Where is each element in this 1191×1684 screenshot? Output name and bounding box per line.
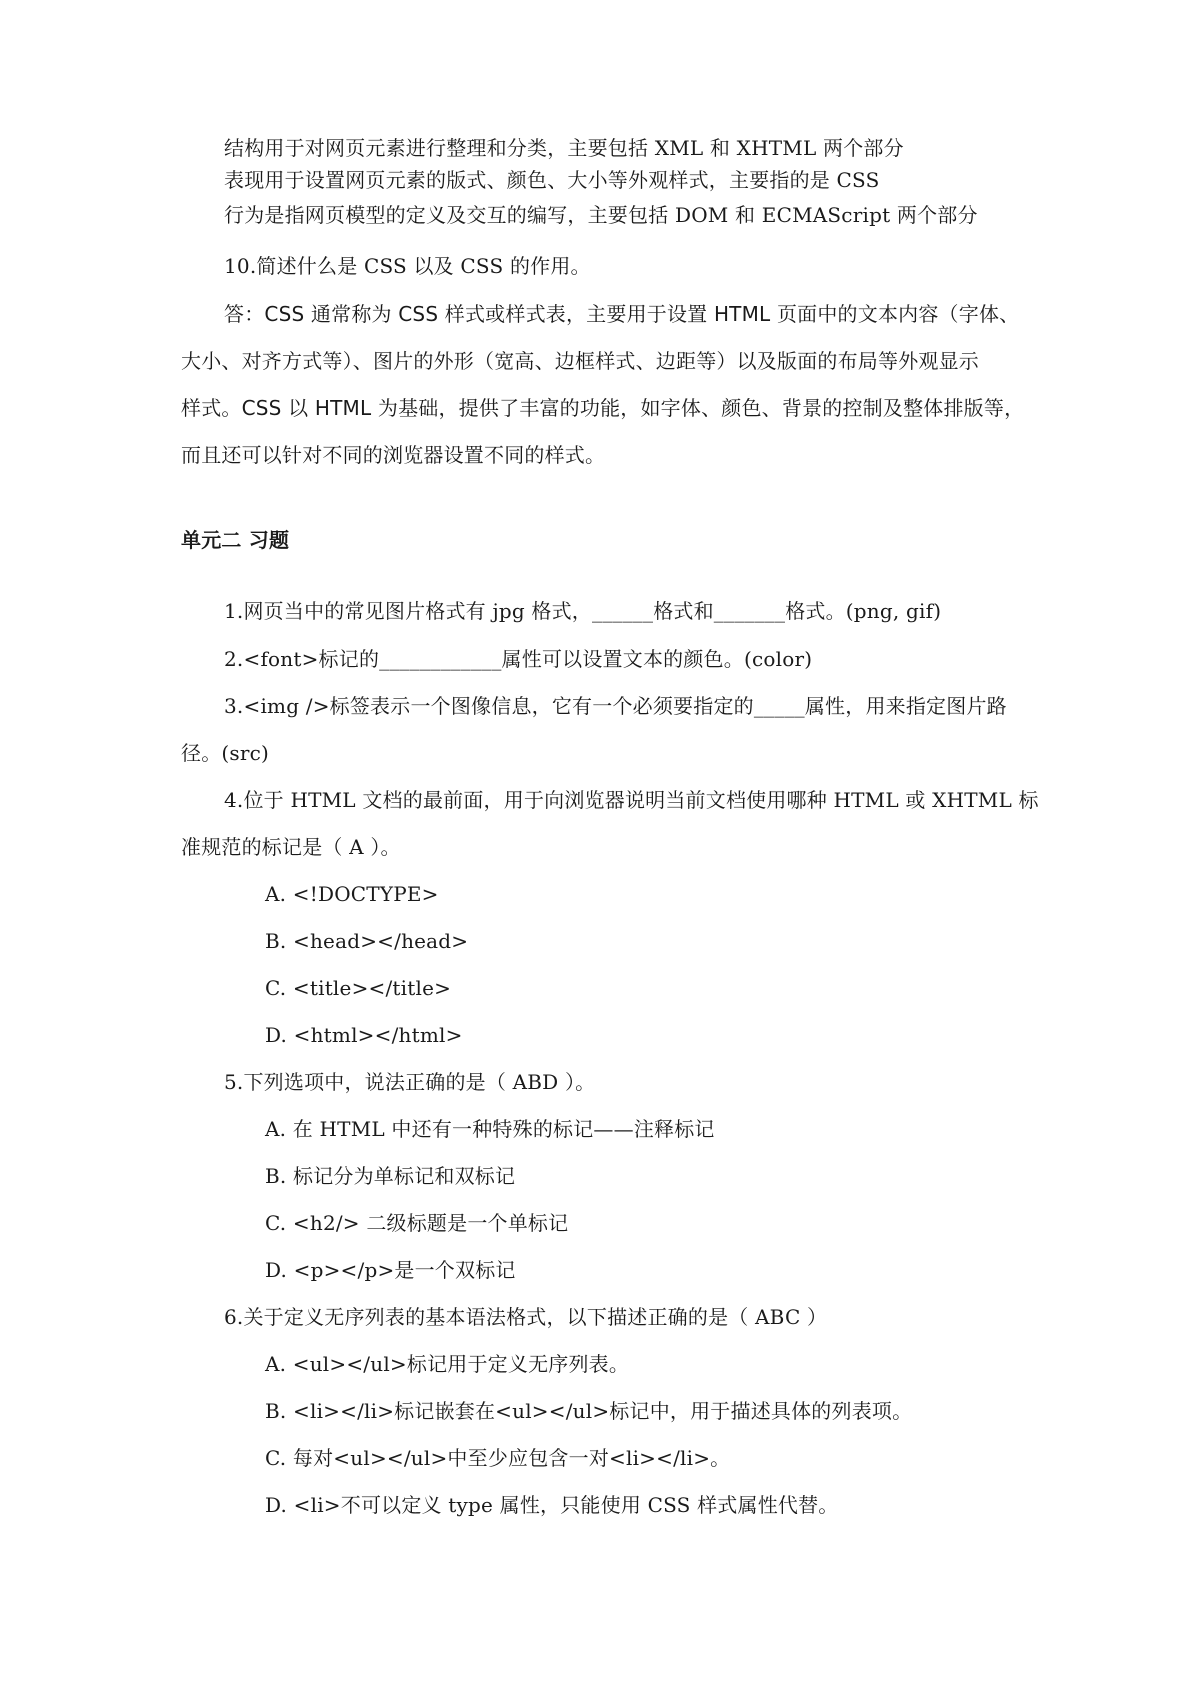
question-5-option-c: C. <h2/> 二级标题是一个单标记: [265, 1211, 569, 1235]
question-5: 5.下列选项中，说法正确的是（ ABD ）。: [224, 1070, 596, 1094]
question-3-line-1: 3.<img />标签表示一个图像信息，它有一个必须要指定的_____属性，用来指定图片路: [224, 694, 1007, 718]
question-6-option-c: C. 每对<ul></ul>中至少应包含一对<li></li>。: [265, 1446, 731, 1470]
question-10: 10.简述什么是 CSS 以及 CSS 的作用。: [224, 254, 591, 278]
question-4-option-c: C. <title></title>: [265, 976, 452, 1000]
question-6: 6.关于定义无序列表的基本语法格式，以下描述正确的是（ ABC ）: [224, 1305, 828, 1329]
question-5-option-a: A. 在 HTML 中还有一种特殊的标记——注释标记: [265, 1117, 715, 1141]
question-6-option-d: D. <li>不可以定义 type 属性，只能使用 CSS 样式属性代替。: [265, 1493, 839, 1517]
answer-10-line-1: 答：CSS 通常称为 CSS 样式或样式表，主要用于设置 HTML 页面中的文本内容（字体、: [224, 302, 1020, 326]
answer-10-line-4: 而且还可以针对不同的浏览器设置不同的样式。: [181, 443, 606, 467]
question-4-line-1: 4.位于 HTML 文档的最前面，用于向浏览器说明当前文档使用哪种 HTML 或 XHTML 标: [224, 788, 1039, 812]
question-4-line-2: 准规范的标记是（ A ）。: [181, 835, 401, 859]
behavior-line: 行为是指网页模型的定义及交互的编写，主要包括 DOM 和 ECMAScript 两个部分: [224, 203, 978, 227]
question-4-option-d: D. <html></html>: [265, 1023, 463, 1047]
question-6-option-b: B. <li></li>标记嵌套在<ul></ul>标记中，用于描述具体的列表项。: [265, 1399, 913, 1423]
answer-10-line-2: 大小、对齐方式等）、图片的外形（宽高、边框样式、边距等）以及版面的布局等外观显示: [181, 349, 979, 373]
question-3-line-2: 径。(src): [181, 741, 270, 765]
question-4-option-a: A. <!DOCTYPE>: [265, 882, 439, 906]
question-4-option-b: B. <head></head>: [265, 929, 469, 953]
question-1: 1.网页当中的常见图片格式有 jpg 格式，______格式和_______格式。(png, gif): [224, 599, 942, 623]
presentation-line: 表现用于设置网页元素的版式、颜色、大小等外观样式，主要指的是 CSS: [224, 168, 880, 192]
structure-line: 结构用于对网页元素进行整理和分类，主要包括 XML 和 XHTML 两个部分: [224, 136, 904, 160]
question-5-option-d: D. <p></p>是一个双标记: [265, 1258, 516, 1282]
question-5-option-b: B. 标记分为单标记和双标记: [265, 1164, 516, 1188]
question-2: 2.<font>标记的____________属性可以设置文本的颜色。(color): [224, 647, 813, 671]
question-6-option-a: A. <ul></ul>标记用于定义无序列表。: [265, 1352, 630, 1376]
unit-2-heading: 单元二 习题: [181, 528, 290, 552]
answer-10-line-3: 样式。CSS 以 HTML 为基础，提供了丰富的功能，如字体、颜色、背景的控制及整体排版等，: [181, 396, 1025, 420]
